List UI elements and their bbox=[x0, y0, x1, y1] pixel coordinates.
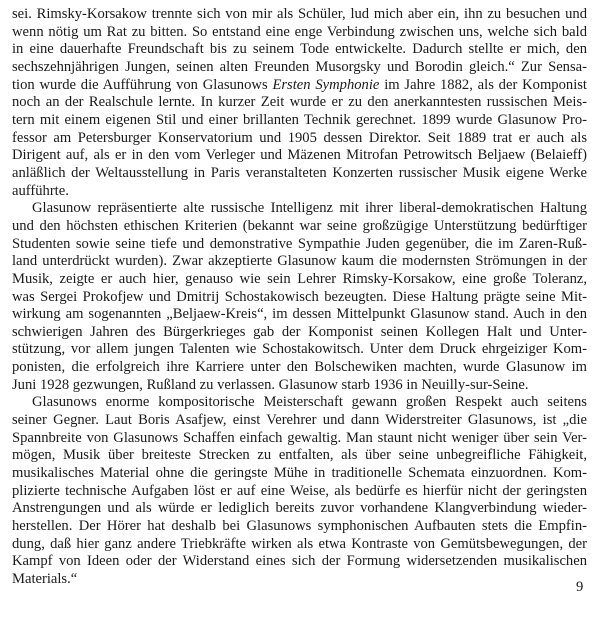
paragraph-3 bbox=[12, 394, 587, 588]
text-line: stützung, vor allem jungen Talenten wie Schostakowitsch. Unter dem Druck ehrgeiziger Kom- bbox=[12, 341, 587, 358]
text-run: tion wurde die Aufführung von Glasunows bbox=[12, 76, 273, 93]
text-line: was Sergei Prokofjew und Dmitrij Schostakowisch bezeugten. Diese Haltung prägte seine Mit- bbox=[12, 288, 587, 305]
text-line: sechszehnjährigen Jungen, seinen alten Freunden Musorgsky und Borodin gleich.“ Zur Sensa- bbox=[12, 58, 587, 75]
text-run: im Jahre 1882, als der Komponist bbox=[379, 76, 587, 93]
text-line: ponisten, die erfolgreich ihre Karriere unter den Bolschewiken machten, wurde Glasunow im bbox=[12, 359, 587, 376]
text-line: musikalisches Material ohne die geringste Mühe in traditionelle Schemata einzuordnen. Kom- bbox=[12, 465, 587, 482]
text-line: aufführte. bbox=[12, 182, 69, 199]
document-page bbox=[12, 6, 587, 589]
text-line: Studenten sowie seine tiefe und demonstrative Sympathie Juden gegenüber, die im Zaren-Ruß- bbox=[12, 235, 587, 252]
paragraph-2 bbox=[12, 200, 587, 394]
text-line: land unterdrückt wurden). Zwar akzeptierte Glasunow kaum die modernsten Strömungen in der bbox=[12, 253, 587, 270]
text-line: Musik, zeigte er auch hier, genauso wie sein Lehrer Rimsky-Korsakow, eine große Toleranz, bbox=[12, 270, 587, 287]
text-line: anläßlich der Weltausstellung in Paris veranstalteten Konzerten russischer Musik eigene Werke bbox=[12, 164, 587, 181]
text-line bbox=[12, 77, 587, 95]
text-line: herstellen. Der Hörer hat deshalb bei Glasunows symphonischen Aufbauten stets die Empfin- bbox=[12, 518, 587, 535]
text-line: und den höchsten ethischen Kriterien (bekannt war seine großzügige Unterstützung bedürftiger bbox=[12, 217, 587, 234]
text-line: in eine dauerhafte Freundschaft bis zu seinem Tode entwickelte. Dadurch stellte er mich, den bbox=[12, 41, 587, 58]
text-line: Spannbreite von Glasunows Schaffen einfach gewaltig. Man staunt nicht weniger über sein Ver- bbox=[12, 429, 587, 446]
text-line: Dirigent auf, als er in den vom Verleger und Mäzenen Mitrofan Petrowitsch Beljaew (Belaieff) bbox=[12, 147, 587, 164]
text-line: schwierigen Jahren des Bürgerkrieges gab der Komponist seinen Kollegen Halt und Unter- bbox=[12, 323, 587, 340]
text-line: Glasunow repräsentierte alte russische Intelligenz mit ihrer liberal-demokratischen Haltung bbox=[32, 200, 587, 217]
text-line: sei. Rimsky-Korsakow trennte sich von mir als Schüler, lud mich aber ein, ihn zu besuchen und bbox=[12, 6, 587, 22]
text-line: fessor am Petersburger Konservatorium und 1905 dessen Direktor. Seit 1889 trat er auch als bbox=[12, 129, 587, 146]
text-line: Kampf von Ideen oder der Widerstand eines sich der Formung widersetzenden musikalischen bbox=[12, 553, 587, 570]
text-line: Glasunows enorme kompositorische Meisterschaft gewann großen Respekt auch seitens bbox=[32, 394, 587, 411]
paragraph-1 bbox=[12, 6, 587, 200]
text-line: dung, daß hier ganz andere Triebkräfte wirken als etwa Kontraste von Gemütsbewegungen, der bbox=[12, 535, 587, 552]
page-number: 9 bbox=[576, 579, 584, 595]
text-line: wirkung am sogenannten „Beljaew-Kreis“, im dessen Mittelpunkt Glasunow stand. Auch in den bbox=[12, 306, 587, 323]
text-line: mögen, Musik über breiteste Strecken zu entfalten, als über seine unbegreifliche Fähigkeit, bbox=[12, 447, 587, 464]
work-title-italic: Ersten Symphonie bbox=[272, 76, 380, 93]
text-line: tern mit einem eigenen Stil und einer brillanten Technik gerechnet. 1899 wurde Glasunow Pro- bbox=[12, 111, 587, 128]
text-line: wenn nötig um Rat zu bitten. So entstand eine enge Verbindung zwischen uns, welche sich bald bbox=[12, 23, 587, 40]
text-line: Materials.“ bbox=[12, 571, 78, 587]
text-line: seiner Gegner. Laut Boris Asafjew, einst Verehrer und dann Widerstreiter Glasunows, ist „die bbox=[12, 412, 587, 429]
text-line: plizierte technische Aufgaben löst er auf eine Weise, als bedürfe es hierfür nicht der geringsten bbox=[12, 482, 587, 499]
text-line: Juni 1928 gezwungen, Rußland zu verlassen. Glasunow starb 1936 in Neuilly-sur-Seine. bbox=[12, 376, 529, 393]
text-line: noch an der Realschule lernte. In kurzer Zeit wurde er zu den anerkanntesten russischen Meis- bbox=[12, 94, 587, 111]
text-line: Anstrengungen und als würde er lediglich bereits zuvor vorhandene Klangverbindung wieder- bbox=[12, 500, 587, 517]
